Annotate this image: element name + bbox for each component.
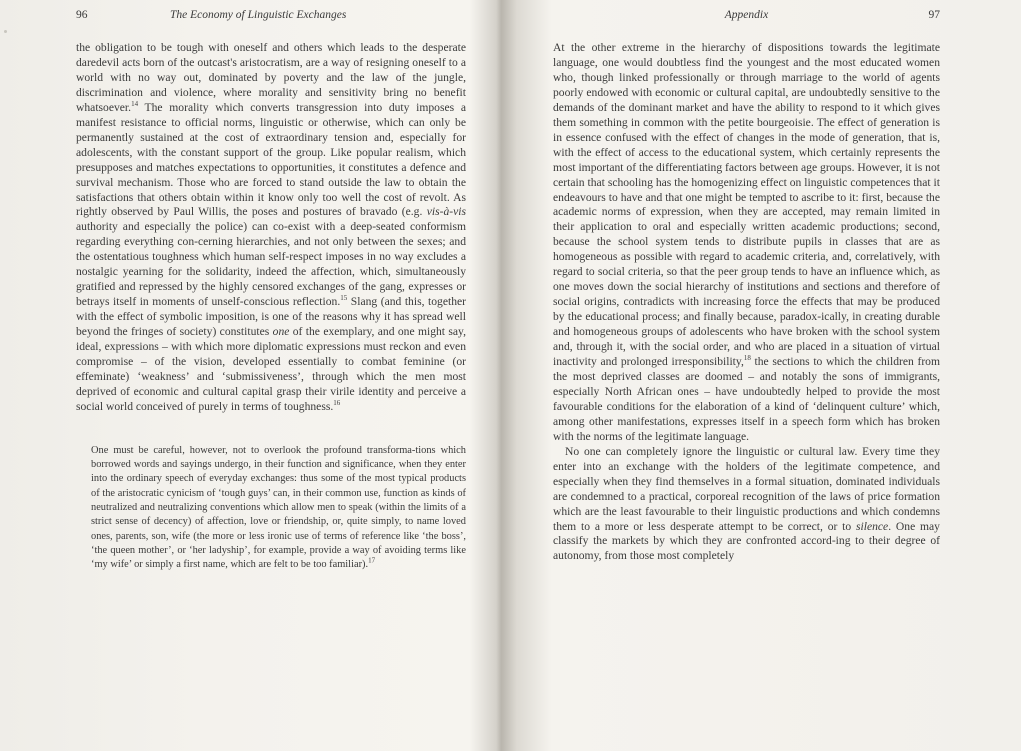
right-paragraph-2 [553, 445, 940, 565]
footnote-marker: 18 [743, 354, 751, 363]
italic-term: vis-à-vis [426, 205, 466, 219]
footnote-marker: 15 [340, 294, 348, 303]
left-running-head [76, 9, 466, 29]
left-running-title: The Economy of Linguistic Exchanges [170, 9, 347, 21]
right-body-text [553, 41, 940, 564]
italic-term: silence [855, 519, 889, 533]
page-scuff-mark [4, 30, 7, 33]
italic-term: one [272, 325, 290, 339]
right-running-title: Appendix [724, 9, 769, 21]
text-run: authority and especially the police) can co-exist with a deep-seated conformism regarding everything con-cerning hierarchies, and not only between the sexes; and the ostentatious toughness which human self-respect imposes in no way excludes a nostalgic yearning for the solidarity, indeed the affection, which, simultaneously gratified and repressed by the highly censored exchanges of the gang, expresses or betrays itself in moments of unself-conscious reflection. [76, 220, 466, 309]
page-number-left: 96 [76, 9, 88, 21]
left-main-paragraph [76, 41, 466, 415]
text-run: At the other extreme in the hierarchy of dispositions towards the legitimate language, one would doubtless find the youngest and the most educated women who, though linked professionally or through marriage to the world of agents poorly endowed with economic or cultural capital, are undoubtedly sensitive to the demands of the dominant market and have the ability to respond to it which gives them something in common with the petite bourgeoisie. The effect of generation is in essence confused with the effect of changes in the mode of generation, that is, with the effect of access to the educational system, which certainly represents the most important of the differentiating factors between age groups. However, it is not certain that schooling has the homogenizing effect on linguistic competences that it endeavours to have and that one might be tempted to ascribe to it: first, because the academic norms of expression, when they are accepted, may remain limited in their application to oral and especially written academic productions; second, because the school system tends to distribute pupils in classes that are as homogeneous as possible with regard to academic criteria, and, correlatively, with regard to social criteria, so that the peer group tends to have an influence which, as one moves down the social hierarchy of institutions and sections and therefore of social origins, contradicts with increasing force the effects that may be produced by the educational process; and finally because, paradox-ically, in creating durable and homogeneous groups of adolescents who have broken with the school system and, through it, with the social order, and who are placed in a situation of virtual inactivity and prolonged irresponsibility, [553, 41, 940, 369]
left-body-text [76, 41, 466, 415]
right-running-head [553, 9, 940, 29]
text-run: the obligation to be tough with oneself and others which leads to the desperate daredevil acts born of the outcast's aristocratism, are a way of resigning oneself to a world with no way out, dominated by poverty and the law of the jungle, discrimination and violence, where morality and sensitivity bring no benefit whatsoever. [76, 41, 466, 114]
right-paragraph-1 [553, 41, 940, 445]
text-run: Slang (and this, together with the effect of symbolic imposition, is one of the reasons why it has spread well beyond the fringes of society) constitutes [76, 295, 467, 339]
left-extract-paragraph [91, 444, 466, 573]
text-run: One must be careful, however, not to overlook the profound transforma-tions which borrowed words and sayings undergo, in their function and significance, when they enter into the ordinary speech of everyday exchanges: thus some of the most typical products of the aristocratic cynicism of ‘tough guys’ can, in their common use, function as kinds of neutralized and neutralizing conventions which allow men to speak (within the limits of a strict sense of decency) of affection, love or friendship, or, quite simply, to name loved ones, parents, son, wife (the more or less ironic use of terms of reference like ‘the boss’, ‘the queen mother’, or ‘her ladyship’, for example, provide a way of avoiding terms like ‘my wife’ or simply a first name, which are felt to be too familiar). [91, 444, 466, 571]
footnote-marker: 17 [368, 556, 376, 565]
text-run: the sections to which the children from the most deprived classes are doomed – and notably the sons of immigrants, especially North African ones – have undoubtedly helped to provide the most favourable conditions for the elaboration of a kind of ‘delinquent culture’ which, among other manifestations, expresses itself in a speech form which has broken with the norms of the legitimate language. [553, 355, 940, 443]
footnote-marker: 14 [131, 99, 139, 108]
text-run: . One may classify the markets by which they are confronted accord-ing to their degree of autonomy, from those most completely [553, 519, 940, 563]
footnote-marker: 16 [333, 399, 341, 408]
left-footnote-extract [91, 444, 466, 573]
text-run: No one can completely ignore the linguistic or cultural law. Every time they enter into an exchange with the holders of the legitimate competence, and especially when they find themselves in a formal situation, dominated individuals are condemned to a practical, corporeal recognition of the laws of price formation which are the least favourable to their linguistic productions and which condemns them to a more or less desperate attempt to be correct, or to [553, 444, 940, 533]
right-page [553, 0, 940, 751]
page-number-right: 97 [928, 9, 940, 21]
text-run: The morality which converts transgression into duty imposes a manifest resistance to official norms, linguistic or otherwise, which can only be permanently sustained at the cost of extraordinary tension and, especially for adolescents, with the constant support of the group. Like popular realism, which presupposes and matches expectations to opportunities, it constitutes a defence and survival mechanism. Those who are forced to stand outside the law to obtain the satisfactions that others obtain within it know only too well the cost of revolt. As rightly observed by Paul Willis, the poses and postures of bravado (e.g. [76, 100, 466, 219]
text-run: of the exemplary, and one might say, ideal, expressions – with which more diplomatic expressions must reckon and even compromise – of the vision, developed essentially to combat feminine (or effeminate) ‘weakness’ and ‘submissiveness’, through which the men most deprived of economic and cultural capital grasp their virile identity and perceive a social world conceived of purely in terms of toughness. [76, 325, 466, 413]
left-page [76, 0, 466, 751]
